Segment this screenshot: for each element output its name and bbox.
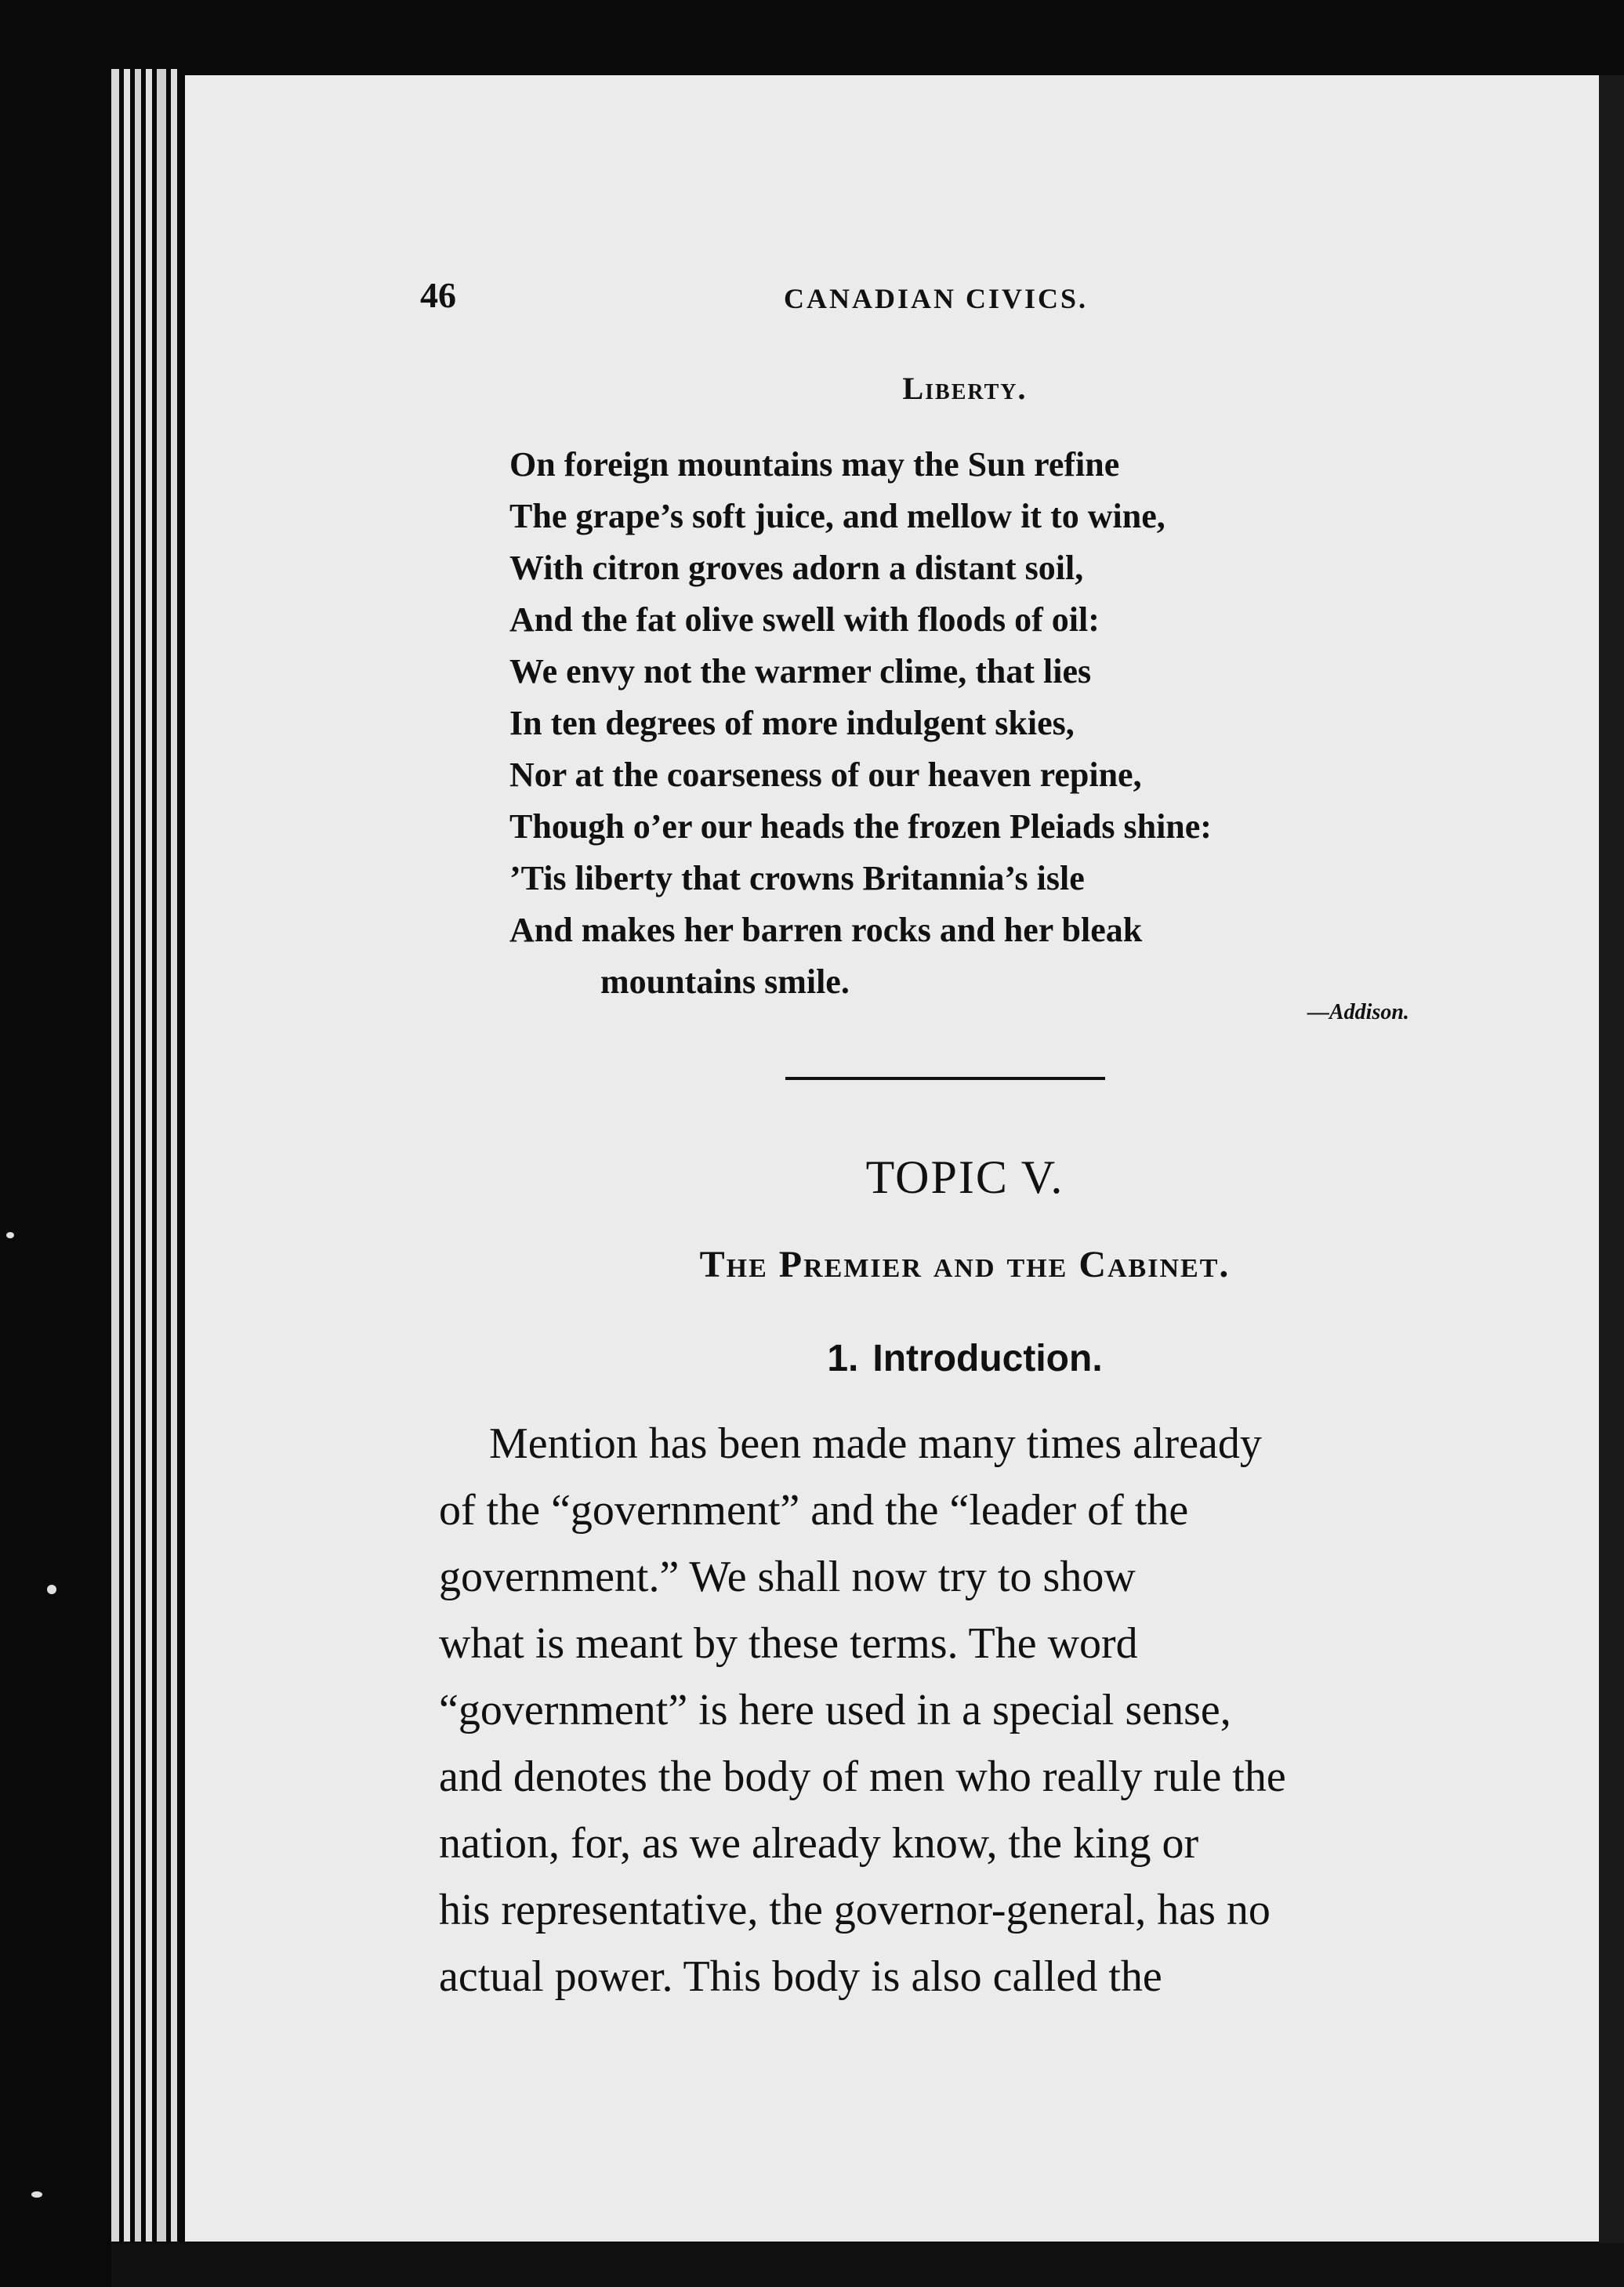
running-title: CANADIAN CIVICS. [784, 283, 1089, 314]
body-line: his representative, the governor-general, has no [439, 1886, 1271, 1934]
running-head [420, 274, 1486, 321]
poem-attribution: —Addison. [1307, 1000, 1409, 1024]
page-number: 46 [420, 275, 456, 315]
poem-line: mountains smile. [600, 962, 850, 1001]
poem-line: ’Tis liberty that crowns Britannia’s isle [509, 859, 1085, 897]
poem-line: With citron groves adorn a distant soil, [509, 549, 1084, 587]
poem [509, 439, 1411, 1008]
poem-line: Nor at the coarseness of our heaven repine, [509, 756, 1142, 794]
poem-line: And makes her barren rocks and her bleak [509, 911, 1143, 949]
body-line: of the “government” and the “leader of the [439, 1486, 1189, 1535]
section-divider [785, 1077, 1105, 1080]
topic-subtitle: The Premier and the Cabinet. [699, 1244, 1231, 1285]
body-line: government.” We shall now try to show [439, 1553, 1136, 1601]
section-title: Introduction. [872, 1338, 1103, 1379]
scan-speck [47, 1585, 56, 1594]
section-heading [0, 1337, 1624, 1380]
bottom-margin-shadow [111, 2243, 1624, 2287]
section-number: 1. [827, 1338, 859, 1379]
body-line: and denotes the body of men who really rule the [439, 1752, 1286, 1801]
scan-speck [6, 1232, 14, 1238]
poem-line: Though o’er our heads the frozen Pleiads shine: [509, 807, 1212, 846]
poem-line: And the fat olive swell with floods of oil: [509, 600, 1100, 639]
poem-line: The grape’s soft juice, and mellow it to wine, [509, 497, 1165, 535]
topic-heading: TOPIC V. [865, 1151, 1064, 1203]
body-line: what is meant by these terms. The word [439, 1619, 1138, 1668]
poem-line: On foreign mountains may the Sun refine [509, 445, 1120, 484]
poem-line: In ten degrees of more indulgent skies, [509, 704, 1075, 742]
body-text [439, 1411, 1474, 2010]
poem-title: Liberty. [902, 371, 1028, 406]
body-line: Mention has been made many times already [489, 1419, 1262, 1468]
body-line: nation, for, as we already know, the king or [439, 1819, 1199, 1868]
body-line: actual power. This body is also called the [439, 1952, 1162, 2001]
poem-line: We envy not the warmer clime, that lies [509, 652, 1092, 690]
scan-speck [31, 2191, 42, 2198]
body-line: “government” is here used in a special sense, [439, 1686, 1231, 1734]
